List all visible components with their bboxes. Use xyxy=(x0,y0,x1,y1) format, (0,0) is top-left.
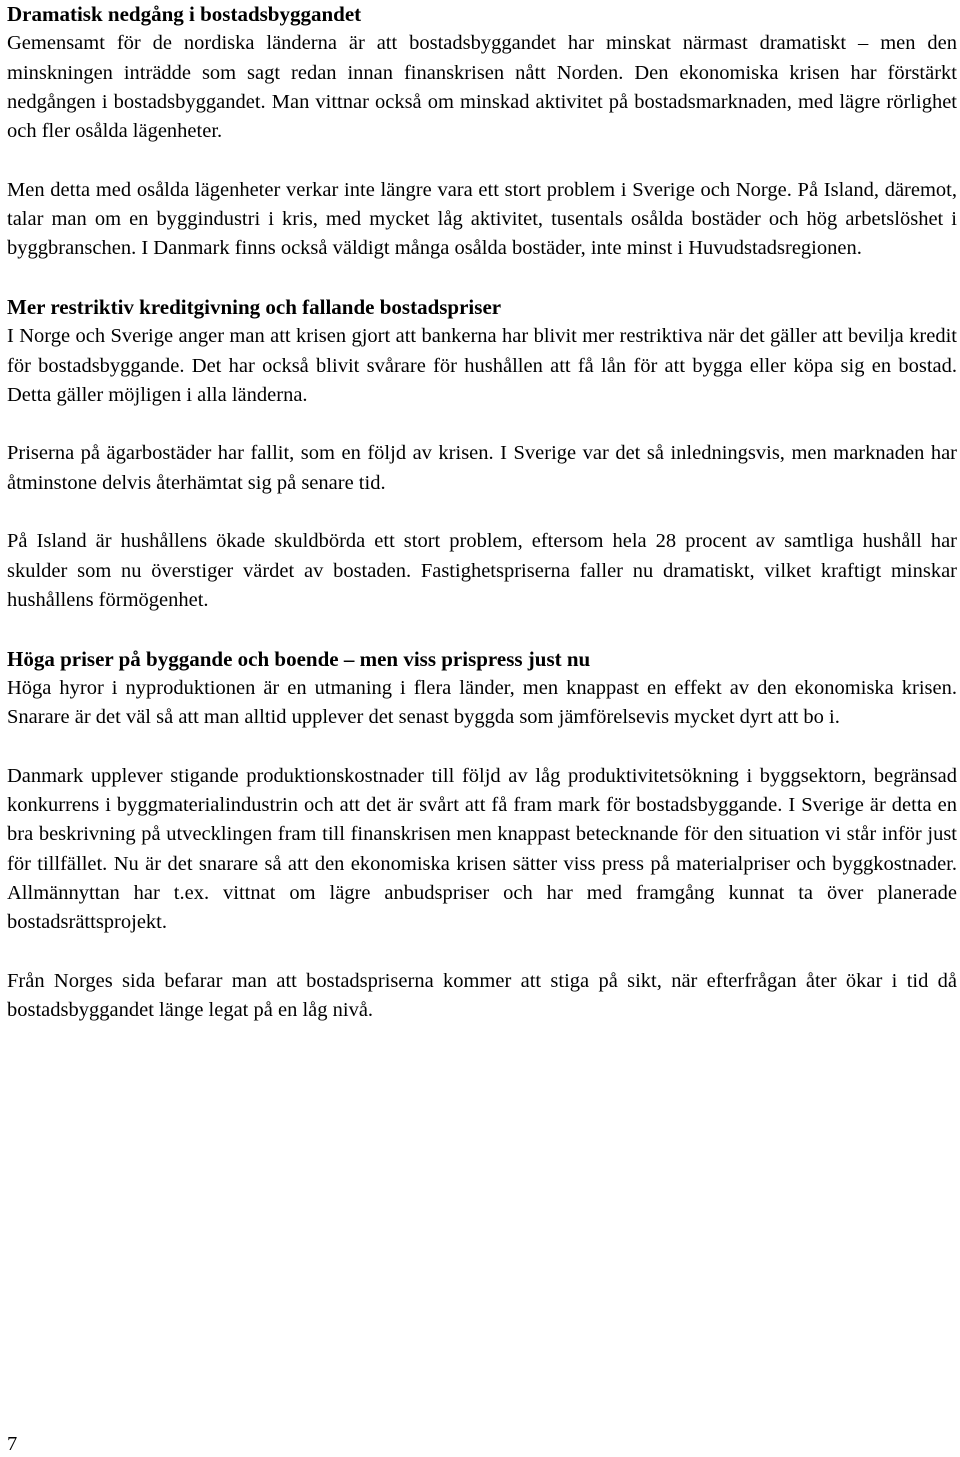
document-page xyxy=(7,0,957,1055)
paragraph: Gemensamt för de nordiska länderna är att bostadsbyggandet har minskat närmast dramatiskt – men den minskningen inträdde som sagt redan innan finanskrisen nått Norden. Den ekonomiska krisen har förstärkt nedgången i bostadsbyggandet. Man vittnar också om minskad aktivitet på bostadsmarknaden, med lägre rörlighet och fler osålda lägenheter. xyxy=(7,32,957,143)
section-heading: Höga priser på byggande och boende – men viss prispress just nu xyxy=(7,646,591,671)
paragraph: I Norge och Sverige anger man att krisen gjort att bankerna har blivit mer restriktiva när det gäller att bevilja kredit för bostadsbyggande. Det har också blivit svårare för hushållen att få lån för att bygga eller köpa sig en bostad. Detta gäller möjligen i alla länderna. xyxy=(7,325,957,406)
paragraph: Höga hyror i nyproduktionen är en utmaning i flera länder, men knappast en effekt av den ekonomiska krisen. Snarare är det väl så att man alltid upplever det senast byggda som jämförelsevis mycket dyrt att bo i. xyxy=(7,676,957,729)
section-1 xyxy=(7,0,957,146)
paragraph: På Island är hushållens ökade skuldbörda ett stort problem, eftersom hela 28 procent av samtliga hushåll har skulder som nu överstiger värdet av bostaden. Fastighetspriserna faller nu dramatiskt, vilket kraftigt minskar hushållens förmögenhet. xyxy=(7,530,957,611)
section-3 xyxy=(7,645,957,733)
paragraph: Priserna på ägarbostäder har fallit, som en följd av krisen. I Sverige var det så inledningsvis, men marknaden har åtminstone delvis återhämtat sig på senare tid. xyxy=(7,442,957,494)
page-number: 7 xyxy=(7,1433,18,1455)
paragraph: Danmark upplever stigande produktionskostnader till följd av låg produktivitetsökning i byggsektorn, begränsad konkurrens i byggmaterialindustrin och att det är svårt att få fram mark för bostadsbyggande. I Sverige är detta en bra beskrivning på utvecklingen fram till finanskrisen men knappast betecknande för den situation vi står inför just för tillfället. Nu är det snarare så att den ekonomiska krisen sätter viss press på materialpriser och byggkostnader. Allmännyttan har t.ex. vittnat om lägre anbudspriser och har med framgång kunnat ta över planerade bostadsrättsprojekt. xyxy=(7,764,957,934)
section-heading: Dramatisk nedgång i bostadsbyggandet xyxy=(7,2,362,26)
section-2 xyxy=(7,293,957,410)
paragraph: Men detta med osålda lägenheter verkar inte längre vara ett stort problem i Sverige och Norge. På Island, däremot, talar man om en byggindustri i kris, med mycket låg aktivitet, tusentals osålda bostäder och hög arbetslöshet i byggbranschen. I Danmark finns också väldigt många osålda bostäder, inte minst i Huvudstadsregionen. xyxy=(7,178,957,260)
paragraph: Från Norges sida befarar man att bostadspriserna kommer att stiga på sikt, när efterfrågan åter ökar i tid då bostadsbyggandet länge legat på en låg nivå. xyxy=(7,969,957,1022)
section-heading: Mer restriktiv kreditgivning och fallande bostadspriser xyxy=(7,294,502,319)
